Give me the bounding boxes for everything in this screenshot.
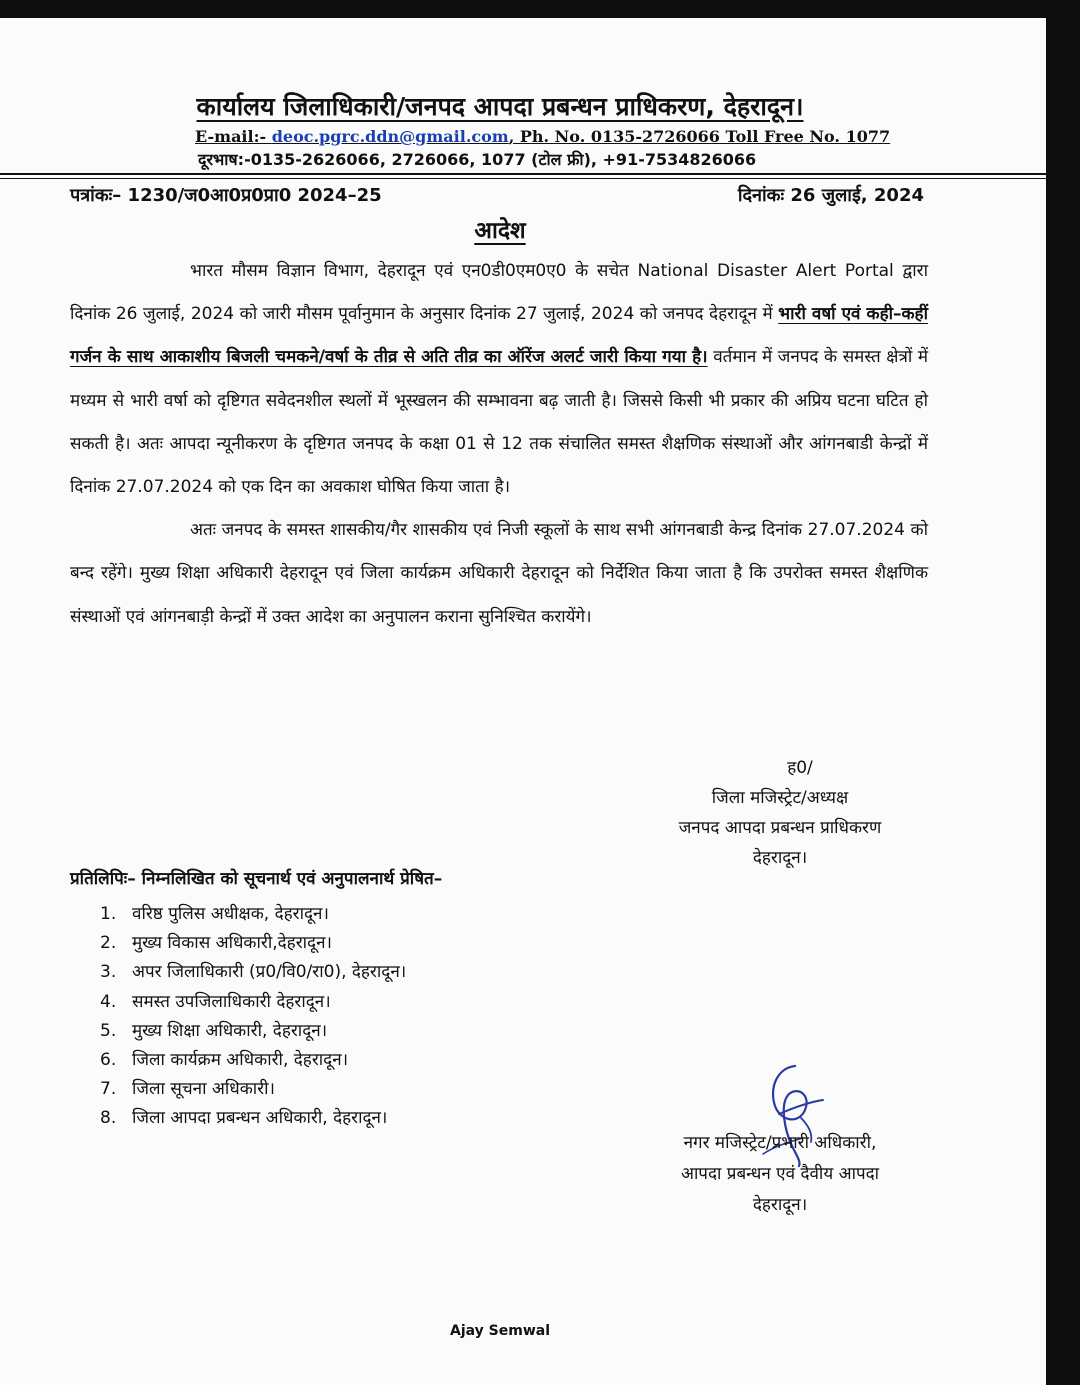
order-paragraph-1: भारत मौसम विज्ञान विभाग, देहरादून एवं एन0डी0एम0ए0 के सचेत National Disaster Alert Portal द्वारा दिनांक 26 जुलाई, 2024 को जारी मौसम पूर्वानुमान के अनुसार दिनांक 27 जुलाई, 2024 को जनपद देहरादून में भारी वर्षा एवं कही–कहीं गर्जन के साथ आकाशीय बिजली चमकने/वर्षा के तीव्र से अति तीव्र का ऑरेंज अलर्ट जारी किया गया है। वर्तमान में जनपद के समस्त क्षेत्रों में मध्यम से भारी वर्षा को दृष्टिगत सवेदनशील स्थलों में भूस्खलन की सम्भावना बढ़ जाती है। जिससे किसी भी प्रकार की अप्रिय घटना घटित हो सकती है। अतः आपदा न्यूनीकरण के दृष्टिगत जनपद के कक्षा 01 से 12 तक संचालित समस्त शैक्षणिक संस्थाओं और आंगनबाडी केन्द्रों में दिनांक 27.07.2024 को एक दिन का अवकाश घोषित किया जाता है। (70, 261, 928, 498)
list-item: 1. वरिष्ठ पुलिस अधीक्षक, देहरादून। (100, 904, 329, 924)
email-label: E-mail:- (195, 127, 272, 146)
reference-number: पत्रांकः– 1230/ज0आ0प्र0प्रा0 2024–25 (70, 185, 382, 206)
list-item: 6. जिला कार्यक्रम अधिकारी, देहरादून। (100, 1050, 349, 1071)
document-page (0, 18, 1046, 1385)
signatory-city-magistrate: नगर मजिस्ट्रेट/प्रभारी अधिकारी, आपदा प्रबन्धन एवं दैवीय आपदा देहरादून। (680, 1133, 880, 1215)
list-item: 2. मुख्य विकास अधिकारी,देहरादून। (100, 933, 332, 954)
footer-name: Ajay Semwal (450, 1323, 550, 1339)
order-paragraph-2: अतः जनपद के समस्त शासकीय/गैर शासकीय एवं निजी स्कूलों के साथ सभी आंगनबाडी केन्द्र दिनांक 27.07.2024 को बन्द रहेंगे। मुख्य शिक्षा अधिकारी देहरादून एवं जिला कार्यक्रम अधिकारी देहरादून को निर्देशित किया जाता है कि उपरोक्त समस्त शैक्षणिक संस्थाओं एवं आंगनबाड़ी केन्द्रों में उक्त आदेश का अनुपालन कराना सुनिश्चित करायेंगे। (70, 520, 928, 627)
reference-date: दिनांकः 26 जुलाई, 2024 (737, 185, 924, 206)
list-item: 8. जिला आपदा प्रबन्धन अधिकारी, देहरादून। (100, 1108, 388, 1129)
orange-alert-highlight: भारी वर्षा एवं कही–कहीं गर्जन के साथ आकाशीय बिजली चमकने/वर्षा के तीव्र से अति तीव्र का ऑरेंज अलर्ट जारी किया गया है। (70, 304, 928, 368)
list-item: 7. जिला सूचना अधिकारी। (100, 1079, 275, 1100)
phone-line: दूरभाष:-0135-2626066, 2726066, 1077 (टोल फ्री), +91-7534826066 (198, 150, 757, 169)
phone-tollfree-text: , Ph. No. 0135-2726066 Toll Free No. 1077 (508, 127, 891, 146)
email-address[interactable]: deoc.pgrc.ddn@gmail.com (271, 127, 509, 146)
office-title: कार्यालय जिलाधिकारी/जनपद आपदा प्रबन्धन प्राधिकरण, देहरादून। (196, 92, 804, 121)
order-body (70, 250, 928, 639)
list-item: 4. समस्त उपजिलाधिकारी देहरादून। (100, 991, 331, 1012)
copy-to-heading: प्रतिलिपिः– निम्नलिखित को सूचनार्थ एवं अनुपालनार्थ प्रेषित– (70, 869, 443, 889)
list-item: 5. मुख्य शिक्षा अधिकारी, देहरादून। (100, 1020, 328, 1041)
order-heading: आदेश (474, 218, 526, 244)
header-divider (0, 173, 1046, 179)
signatory-district-magistrate: ह0/ जिला मजिस्ट्रेट/अध्यक्ष जनपद आपदा प्रबन्धन प्राधिकरण देहरादून। (678, 758, 882, 868)
contact-email-line (195, 127, 890, 146)
copy-to-list (100, 900, 406, 1134)
list-item: 3. अपर जिलाधिकारी (प्र0/वि0/रा0), देहरादून। (100, 962, 407, 983)
